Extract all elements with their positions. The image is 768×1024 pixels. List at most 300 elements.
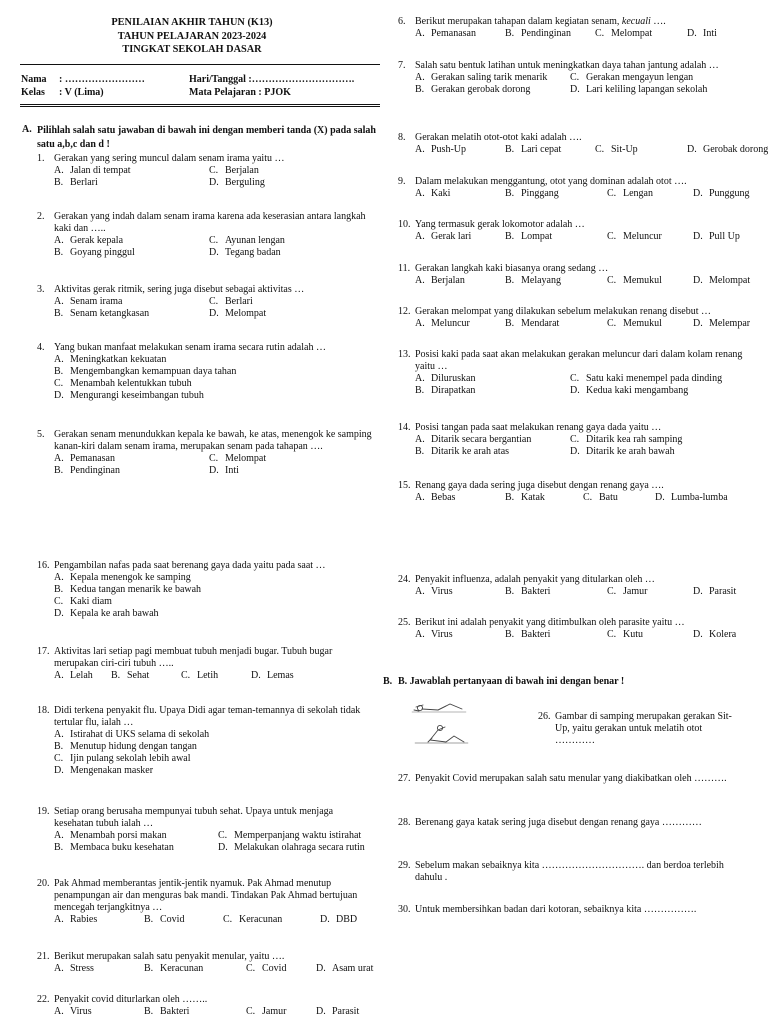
answer-option-a[interactable] <box>54 670 107 682</box>
option-letter: A. <box>54 963 64 974</box>
option-letter: A. <box>415 629 425 640</box>
option-text: Mengembangkan kemampuan daya tahan <box>70 366 237 377</box>
answer-option-b[interactable] <box>54 177 205 189</box>
option-letter: B. <box>505 586 515 597</box>
question-text-main: Penyakit influenza, adalah penyakit yang ditularkan oleh … <box>415 574 655 585</box>
answer-option-a[interactable] <box>415 434 566 446</box>
answer-option-b[interactable] <box>505 28 591 40</box>
answer-option-a[interactable] <box>54 914 140 926</box>
answer-option-c[interactable] <box>54 596 363 608</box>
option-text: Stress <box>70 963 94 974</box>
option-text: Covid <box>160 914 185 925</box>
answer-option-d[interactable] <box>209 247 367 259</box>
answer-option-b[interactable] <box>505 144 591 156</box>
option-letter: C. <box>223 914 233 925</box>
kelas-value: : V (Lima) <box>59 87 104 98</box>
option-letter: D. <box>209 465 219 476</box>
option-text: Dirapatkan <box>431 385 476 396</box>
option-letter: D. <box>251 670 261 681</box>
question-12 <box>398 306 751 330</box>
question-18 <box>37 705 373 777</box>
answer-option-d[interactable] <box>209 177 377 189</box>
answer-option-b[interactable] <box>54 366 367 378</box>
header-line-1: PENILAIAN AKHIR TAHUN (K13) <box>111 17 273 28</box>
answer-option-c[interactable] <box>246 1006 312 1018</box>
question-22 <box>37 994 367 1018</box>
answer-option-d[interactable] <box>693 629 746 641</box>
answer-option-b[interactable] <box>505 492 579 504</box>
answer-option-b[interactable] <box>144 914 219 926</box>
option-letter: B. <box>505 492 515 503</box>
question-text-main: Setiap orang berusaha mempunyai tubuh sehat. Upaya untuk menjaga kesehatan tubuh ialah … <box>54 806 334 829</box>
question-14 <box>398 422 746 458</box>
option-letter: C. <box>607 275 617 286</box>
option-text: Bakteri <box>521 629 551 640</box>
essay-number: 26. <box>538 711 551 722</box>
question-text <box>54 646 367 670</box>
question-number: 15. <box>398 480 411 491</box>
answer-option-c[interactable] <box>209 296 367 308</box>
answer-option-d[interactable] <box>693 231 746 243</box>
section-a-heading <box>22 124 382 151</box>
answer-option-d[interactable] <box>209 465 373 477</box>
option-text: Ditarik ke arah bawah <box>586 446 675 457</box>
answer-option-b[interactable] <box>144 1006 242 1018</box>
question-15 <box>398 480 746 504</box>
question-text-main: Gerakan langkah kaki biasanya orang sedang … <box>415 263 609 274</box>
question-stem <box>37 705 373 729</box>
question-text-main: Gerakan yang sering muncul dalam senam irama yaitu … <box>54 153 285 164</box>
kelas-label: Kelas <box>21 87 45 98</box>
question-text <box>54 284 367 296</box>
option-text: Berjalan <box>225 165 259 176</box>
option-letter: A. <box>415 72 425 83</box>
question-text <box>415 263 746 275</box>
option-text: Menutup hidung dengan tangan <box>70 741 197 752</box>
question-stem <box>37 284 367 296</box>
option-letter: B. <box>505 144 515 155</box>
answer-options <box>415 318 751 330</box>
option-text: Ijin pulang sekolah lebih awal <box>70 753 191 764</box>
answer-option-d[interactable] <box>655 492 746 504</box>
option-text: Letih <box>197 670 219 681</box>
question-stem <box>398 306 746 318</box>
option-letter: C. <box>209 235 219 246</box>
option-letter: A. <box>415 231 425 242</box>
option-text: Kaki diam <box>70 596 112 607</box>
answer-option-a[interactable] <box>415 629 501 641</box>
answer-options <box>415 373 746 397</box>
hari-tanggal-label[interactable]: Hari/Tanggal :…………………………. <box>189 74 355 85</box>
option-letter: B. <box>144 914 154 925</box>
option-letter: D. <box>54 390 64 401</box>
answer-option-c[interactable] <box>181 670 247 682</box>
question-number: 10. <box>398 219 411 230</box>
option-letter: D. <box>693 318 703 329</box>
option-letter: B. <box>505 318 515 329</box>
option-text: Gerakan saling tarik menarik <box>431 72 548 83</box>
option-text: Inti <box>703 28 717 39</box>
answer-option-c[interactable] <box>607 586 689 598</box>
question-stem <box>398 574 746 586</box>
answer-option-c[interactable] <box>607 231 689 243</box>
answer-option-b[interactable] <box>505 275 603 287</box>
question-stem <box>398 60 746 72</box>
exam-header <box>0 16 384 57</box>
answer-option-a[interactable] <box>415 28 501 40</box>
option-letter: A. <box>54 235 64 246</box>
option-letter: D. <box>209 247 219 258</box>
essay-text[interactable]: Sebelum makan sebaiknya kita …………………………. dan berdoa terlebih dahulu . <box>415 860 724 883</box>
option-letter: A. <box>415 275 425 286</box>
option-letter: C. <box>607 586 617 597</box>
option-text: Rabies <box>70 914 98 925</box>
answer-option-a[interactable] <box>415 231 501 243</box>
option-text: Tegang badan <box>225 247 281 258</box>
option-letter: C. <box>209 453 219 464</box>
option-letter: B. <box>505 275 515 286</box>
option-letter: A. <box>54 296 64 307</box>
question-number: 19. <box>37 806 50 817</box>
option-text: Kolera <box>709 629 737 640</box>
answer-option-c[interactable] <box>218 830 373 842</box>
option-text: Meluncur <box>431 318 470 329</box>
answer-options <box>415 72 746 96</box>
answer-option-d[interactable] <box>316 1006 367 1018</box>
question-19 <box>37 806 373 854</box>
answer-option-d[interactable] <box>693 586 746 598</box>
answer-option-d[interactable] <box>570 446 746 458</box>
option-text: Virus <box>70 1006 92 1017</box>
option-letter: A. <box>415 586 425 597</box>
question-text-main: Gerakan melatih otot-otot kaki adalah …. <box>415 132 582 143</box>
answer-option-a[interactable] <box>54 963 140 975</box>
answer-option-b[interactable] <box>54 584 363 596</box>
answer-option-d[interactable] <box>320 914 373 926</box>
answer-option-c[interactable] <box>607 188 689 200</box>
answer-option-c[interactable] <box>583 492 651 504</box>
section-b-instruction: B. Jawablah pertanyaan di bawah ini dengan benar ! <box>398 676 625 687</box>
option-text: Mengenakan masker <box>70 765 154 776</box>
answer-options <box>54 572 363 620</box>
option-letter: A. <box>54 729 64 740</box>
question-9 <box>398 176 750 200</box>
answer-option-b[interactable] <box>505 188 603 200</box>
answer-option-a[interactable] <box>415 188 501 200</box>
question-text-main: Aktivitas lari setiap pagi membuat tubuh menjadi bugar. Tubuh bugar merupakan ciri-ciri tubuh ….. <box>54 646 333 669</box>
answer-option-a[interactable] <box>415 373 566 385</box>
question-21 <box>37 951 374 975</box>
option-text: Mengurangi keseimbangan tubuh <box>70 390 204 401</box>
answer-option-b[interactable] <box>505 231 603 243</box>
answer-option-c[interactable] <box>54 378 367 390</box>
mata-pelajaran-label: Mata Pelajaran : PJOK <box>189 87 291 98</box>
answer-option-d[interactable] <box>54 390 367 402</box>
option-letter: B. <box>144 1006 154 1017</box>
answer-option-b[interactable] <box>505 318 603 330</box>
option-letter: B. <box>415 84 425 95</box>
answer-options <box>54 1006 367 1018</box>
option-text: Melompat <box>225 453 267 464</box>
answer-option-a[interactable] <box>54 296 205 308</box>
question-text-main: Didi terkena penyakit flu. Upaya Didi agar teman-temannya di sekolah tidak tertular flu, ialah … <box>54 705 361 728</box>
essay-question-27 <box>398 773 738 785</box>
option-letter: D. <box>218 842 228 853</box>
answer-option-c[interactable] <box>570 373 746 385</box>
answer-option-a[interactable] <box>54 1006 140 1018</box>
answer-options <box>415 492 746 504</box>
answer-option-d[interactable] <box>693 318 750 330</box>
answer-options <box>54 235 367 259</box>
answer-option-c[interactable] <box>209 165 377 177</box>
essay-text[interactable]: Gambar di samping merupakan gerakan Sit-Up, yaitu gerakan untuk melatih otot ………… <box>555 711 732 746</box>
option-letter: C. <box>607 231 617 242</box>
question-6 <box>398 16 746 40</box>
question-text <box>415 60 746 72</box>
option-text: Lari cepat <box>521 144 562 155</box>
question-5 <box>37 429 373 477</box>
answer-options <box>415 231 746 243</box>
option-text: Sit-Up <box>611 144 638 155</box>
option-letter: B. <box>54 247 64 258</box>
option-letter: D. <box>687 144 697 155</box>
answer-options <box>54 453 373 477</box>
answer-option-d[interactable] <box>570 385 746 397</box>
option-letter: A. <box>54 1006 64 1017</box>
option-letter: C. <box>181 670 191 681</box>
answer-options <box>415 188 750 200</box>
answer-option-b[interactable] <box>505 629 603 641</box>
answer-option-a[interactable] <box>415 492 501 504</box>
option-letter: D. <box>209 308 219 319</box>
question-number: 20. <box>37 878 50 889</box>
option-letter: C. <box>209 165 219 176</box>
question-stem <box>398 422 746 434</box>
question-number: 7. <box>398 60 406 71</box>
answer-option-d[interactable] <box>209 308 367 320</box>
nama-label: Nama <box>21 74 47 85</box>
answer-option-d[interactable] <box>316 963 373 975</box>
answer-option-b[interactable] <box>111 670 177 682</box>
option-letter: D. <box>209 177 219 188</box>
option-letter: D. <box>693 629 703 640</box>
nama-value[interactable]: : …………………… <box>59 74 145 85</box>
option-letter: A. <box>54 453 64 464</box>
answer-options <box>54 354 367 402</box>
essay-text[interactable]: Untuk membersihkan badan dari kotoran, sebaiknya kita ……………. <box>415 904 697 915</box>
option-letter: B. <box>54 465 64 476</box>
option-text: Memukul <box>623 318 662 329</box>
section-a-instruction: Pilihlah salah satu jawaban di bawah ini dengan memberi tanda (X) pada salah satu a,b,c dan d ! <box>37 125 376 150</box>
option-text: Kutu <box>623 629 643 640</box>
option-letter: B. <box>54 842 64 853</box>
option-text: Pemanasan <box>70 453 115 464</box>
option-text: Keracunan <box>239 914 283 925</box>
answer-option-b[interactable] <box>54 465 205 477</box>
question-text <box>415 16 746 28</box>
answer-options <box>54 914 373 926</box>
option-letter: D. <box>316 963 326 974</box>
answer-option-c[interactable] <box>223 914 316 926</box>
answer-option-c[interactable] <box>570 434 746 446</box>
answer-option-d[interactable] <box>687 28 746 40</box>
option-letter: B. <box>144 963 154 974</box>
answer-option-c[interactable] <box>246 963 312 975</box>
option-text: Gerakan mengayun lengan <box>586 72 694 83</box>
answer-option-a[interactable] <box>415 318 501 330</box>
answer-option-b[interactable] <box>144 963 242 975</box>
answer-options <box>54 830 373 854</box>
answer-option-c[interactable] <box>607 275 689 287</box>
answer-option-c[interactable] <box>607 629 689 641</box>
option-letter: D. <box>570 84 580 95</box>
option-text: Bakteri <box>160 1006 190 1017</box>
question-text <box>54 878 373 914</box>
option-text: Kepala ke arah bawah <box>70 608 159 619</box>
section-b-heading <box>383 676 624 688</box>
option-text: Pemanasan <box>431 28 476 39</box>
option-letter: B. <box>505 629 515 640</box>
answer-option-a[interactable] <box>415 275 501 287</box>
answer-option-c[interactable] <box>570 72 746 84</box>
option-letter: C. <box>246 1006 256 1017</box>
option-letter: B. <box>415 385 425 396</box>
answer-option-d[interactable] <box>54 765 373 777</box>
option-letter: B. <box>54 741 64 752</box>
answer-option-c[interactable] <box>209 235 367 247</box>
question-number: 5. <box>37 429 45 440</box>
option-text: Melompat <box>225 308 267 319</box>
answer-option-b[interactable] <box>54 308 205 320</box>
option-letter: B. <box>505 188 515 199</box>
answer-option-b[interactable] <box>54 842 214 854</box>
answer-option-a[interactable] <box>54 354 367 366</box>
option-text: Lumba-lumba <box>671 492 728 503</box>
answer-option-d[interactable] <box>54 608 363 620</box>
question-text <box>415 306 746 318</box>
answer-option-b[interactable] <box>54 741 373 753</box>
answer-option-a[interactable] <box>54 453 205 465</box>
option-text: Berjalan <box>431 275 465 286</box>
option-letter: B. <box>415 446 425 457</box>
question-text-main: Pengambilan nafas pada saat berenang gaya dada yaitu pada saat … <box>54 560 326 571</box>
option-text: Keracunan <box>160 963 204 974</box>
answer-options <box>415 144 768 156</box>
question-text-main: Renang gaya dada sering juga disebut dengan renang gaya …. <box>415 480 664 491</box>
option-letter: D. <box>54 608 64 619</box>
answer-option-c[interactable] <box>595 144 683 156</box>
option-letter: A. <box>54 354 64 365</box>
question-text <box>54 153 377 165</box>
option-letter: A. <box>415 188 425 199</box>
answer-options <box>54 963 374 975</box>
answer-option-b[interactable] <box>415 385 566 397</box>
answer-option-b[interactable] <box>54 247 205 259</box>
question-stem <box>37 806 373 830</box>
question-number: 9. <box>398 176 406 187</box>
question-stem <box>37 560 363 572</box>
option-text: Meluncur <box>623 231 662 242</box>
header-divider-bottom-2 <box>20 106 380 107</box>
option-letter: C. <box>54 378 64 389</box>
section-a-letter: A. <box>22 124 32 135</box>
question-number: 11. <box>398 263 411 274</box>
answer-options <box>415 28 746 40</box>
option-text: Pendinginan <box>70 465 120 476</box>
option-letter: D. <box>693 188 703 199</box>
answer-option-d[interactable] <box>251 670 367 682</box>
option-letter: B. <box>505 28 515 39</box>
option-text: Inti <box>225 465 239 476</box>
option-text: Parasit <box>332 1006 360 1017</box>
option-text: Sehat <box>127 670 150 681</box>
option-text: Mendarat <box>521 318 560 329</box>
essay-text[interactable]: Berenang gaya katak sering juga disebut dengan renang gaya ………… <box>415 817 702 828</box>
answer-option-a[interactable] <box>54 165 205 177</box>
question-text-main: Berikut merupakan tahapan dalam kegiatan senam, <box>415 16 622 27</box>
option-text: Jalan di tempat <box>70 165 131 176</box>
answer-option-a[interactable] <box>415 144 501 156</box>
option-letter: C. <box>607 629 617 640</box>
answer-option-d[interactable] <box>693 188 750 200</box>
answer-option-a[interactable] <box>54 729 373 741</box>
option-text: Push-Up <box>431 144 467 155</box>
answer-option-a[interactable] <box>415 72 566 84</box>
answer-option-c[interactable] <box>595 28 683 40</box>
option-letter: D. <box>320 914 330 925</box>
answer-option-d[interactable] <box>570 84 746 96</box>
question-text-main: Posisi tangan pada saat melakukan renang gaya dada yaitu … <box>415 422 662 433</box>
question-stem <box>37 878 373 914</box>
answer-option-a[interactable] <box>54 830 214 842</box>
option-text: Pendinginan <box>521 28 571 39</box>
question-stem <box>398 349 746 373</box>
option-text: Satu kaki menempel pada dinding <box>586 373 723 384</box>
option-text: Pinggang <box>521 188 559 199</box>
option-letter: C. <box>54 596 64 607</box>
question-text <box>415 574 746 586</box>
answer-option-b[interactable] <box>415 446 566 458</box>
answer-option-a[interactable] <box>415 586 501 598</box>
answer-option-b[interactable] <box>505 586 603 598</box>
question-stem <box>398 617 746 629</box>
answer-option-a[interactable] <box>54 235 205 247</box>
question-stem <box>37 994 367 1006</box>
question-text-main: Berikut ini adalah penyakit yang ditimbulkan oleh parasite yaitu … <box>415 617 685 628</box>
answer-option-b[interactable] <box>415 84 566 96</box>
header-line-3: TINGKAT SEKOLAH DASAR <box>122 44 262 55</box>
answer-option-c[interactable] <box>54 753 373 765</box>
answer-option-d[interactable] <box>218 842 373 854</box>
answer-option-d[interactable] <box>687 144 768 156</box>
option-letter: A. <box>54 572 64 583</box>
question-text-main: Gerakan senam menundukkan kepala ke bawah, ke atas, menengok ke samping kanan-kiri dalam senam irama, merupakan senam pada tahapan …. <box>54 429 372 452</box>
option-text: Melakukan olahraga secara rutin <box>234 842 365 853</box>
question-number: 4. <box>37 342 45 353</box>
option-text: Virus <box>431 629 453 640</box>
answer-option-c[interactable] <box>607 318 689 330</box>
question-text-main: Penyakit covid diturlarkan oleh …….. <box>54 994 208 1005</box>
answer-option-c[interactable] <box>209 453 373 465</box>
answer-options <box>415 434 746 458</box>
question-text-main: Gerakan melompat yang dilakukan sebelum melakukan renang disebut … <box>415 306 712 317</box>
answer-option-d[interactable] <box>693 275 750 287</box>
option-letter: C. <box>218 830 228 841</box>
question-number: 22. <box>37 994 50 1005</box>
answer-option-a[interactable] <box>54 572 363 584</box>
question-number: 21. <box>37 951 50 962</box>
essay-text[interactable]: Penyakit Covid merupakan salah satu menular yang diakibatkan oleh ………. <box>415 773 727 784</box>
